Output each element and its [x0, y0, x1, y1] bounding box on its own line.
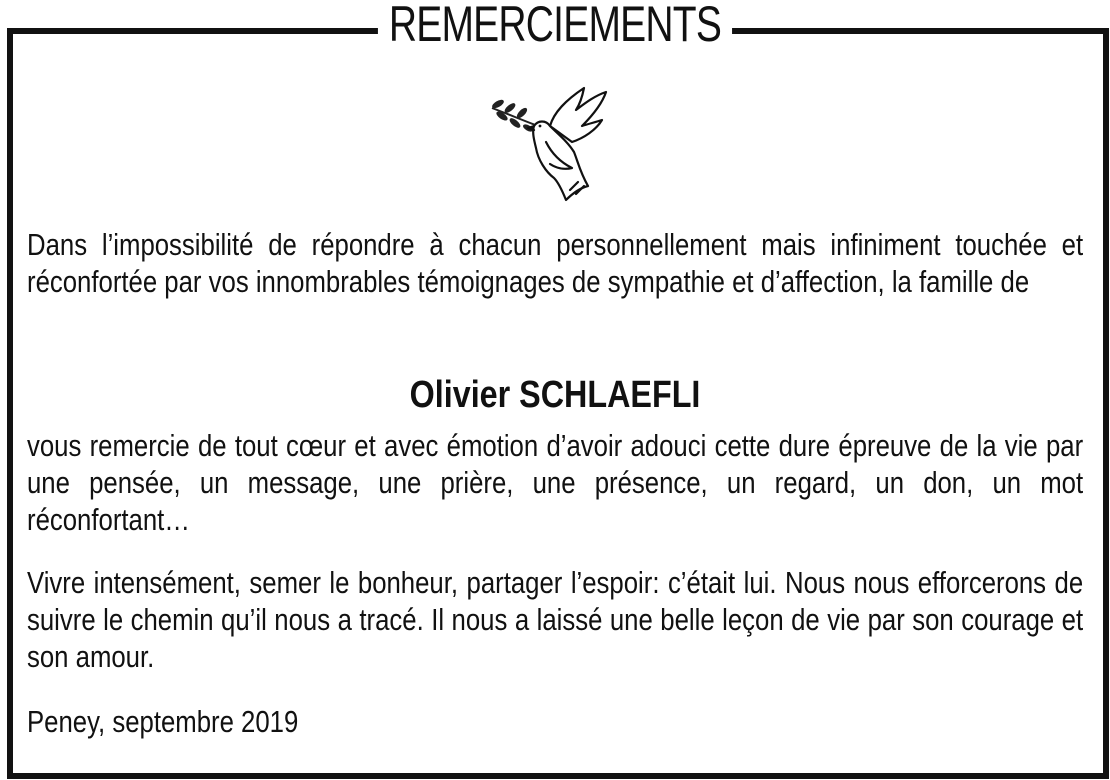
- title-container: [0, 0, 1110, 54]
- dove-eye: [539, 125, 542, 128]
- place-date-text: Peney, septembre 2019: [27, 704, 299, 739]
- deceased-name-container: [0, 372, 1110, 418]
- deceased-name: Olivier SCHLAEFLI: [409, 374, 701, 416]
- dove-body: [528, 88, 606, 200]
- thanks-text: vous remercie de tout cœur et avec émotion d’avoir adouci cette dure épreuve de la vie par une pensée, un message, une prière, une présence, un regard, un don, un mot réconfortant…: [27, 428, 1084, 537]
- thanks-paragraph: [27, 427, 1083, 538]
- tribute-text: Vivre intensément, semer le bonheur, partager l’espoir: c’était lui. Nous nous efforcerons de suivre le chemin qu’il nous a tracé. Il nous a laissé une belle leçon de vie par son courage et son amour.: [27, 565, 1084, 674]
- notice-title: REMERCIEMENTS: [378, 0, 732, 54]
- place-date-line: [27, 703, 1083, 740]
- intro-text: Dans l’impossibilité de répondre à chacun personnellement mais infiniment touchée et réconfortée par vos innombrables témoignages de sympathie et d’affection, la famille de: [27, 227, 1084, 299]
- tribute-paragraph: [27, 564, 1083, 675]
- dove-with-olive-branch-icon: [488, 82, 620, 202]
- intro-paragraph: [27, 226, 1083, 300]
